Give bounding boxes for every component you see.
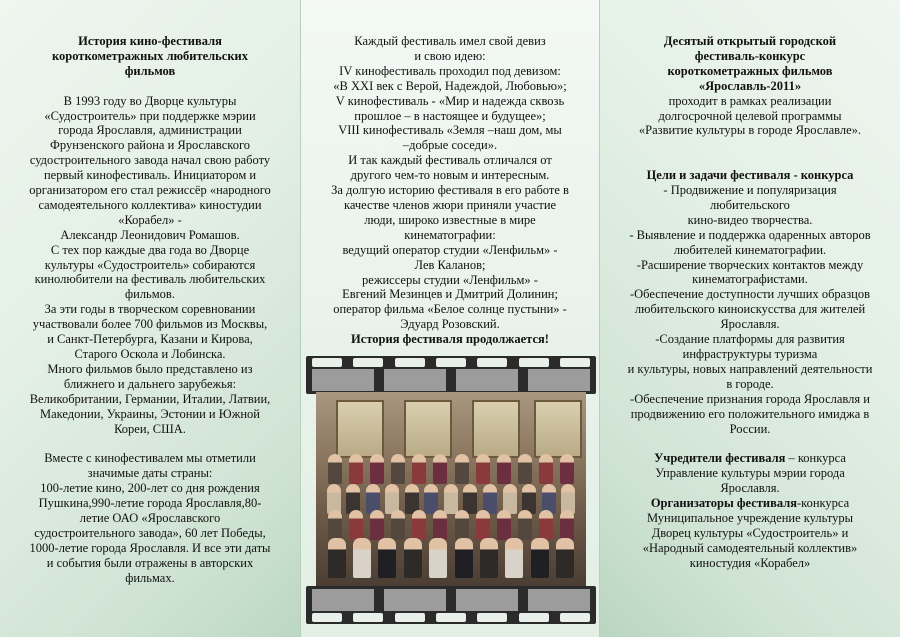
text-line: инфраструктуры туризма xyxy=(682,347,818,361)
text-line: кино-видео творчества. xyxy=(687,212,813,227)
text-line: оператор фильма «Белое солнце пустыни» - xyxy=(333,302,567,317)
text-line: фильмах. xyxy=(125,570,175,585)
person-figure xyxy=(560,510,574,540)
person-figure xyxy=(497,510,511,540)
film-strip-top xyxy=(306,356,596,394)
person-figure xyxy=(328,538,346,578)
text-line: судостроительного завода», 60 лет Победы, xyxy=(34,525,266,540)
text-line: самодеятельного коллектива» киностудии xyxy=(38,197,262,212)
text-line: –добрые соседи». xyxy=(402,138,498,153)
text-line: 1000-летие города Ярославля. И все эти даты xyxy=(29,540,271,555)
mottos-text xyxy=(323,34,577,332)
text-line: Муниципальное учреждение культуры xyxy=(646,510,854,525)
text-line: Кореи, США. xyxy=(114,421,186,436)
person-figure xyxy=(433,510,447,540)
text-line: Македонии, Украины, Эстонии и Южной xyxy=(39,406,260,421)
text-line: IV кинофестиваль проходил под девизом: xyxy=(339,63,561,78)
text-line: качестве членов жюри приняли участие xyxy=(343,197,557,212)
text-line: За долгую историю фестиваля в его работе в xyxy=(331,183,569,198)
text-line: VIII кинофестиваль «Земля –наш дом, мы xyxy=(338,123,562,138)
text-line: V кинофестиваль - «Мир и надежда сквозь xyxy=(335,93,565,108)
text-line: Эдуард Розовский. xyxy=(400,317,500,332)
text-line: долгосрочной целевой программы xyxy=(658,108,842,123)
text-line: кинематографистами. xyxy=(692,272,808,287)
person-figure xyxy=(556,538,574,578)
text-line: -Обеспечение доступности лучших образцов xyxy=(629,287,871,302)
person-figure xyxy=(433,454,447,484)
text-line: любительского xyxy=(710,197,790,212)
person-figure xyxy=(531,538,549,578)
person-figure xyxy=(412,510,426,540)
person-figure xyxy=(328,454,342,484)
text-line: и события были отражены в авторских xyxy=(46,555,254,570)
text-line: и культуры, новых направлений деятельности xyxy=(627,361,873,376)
text-line: и свою идею: xyxy=(414,48,486,63)
history-title: История кино-фестиваля короткометражных любительских фильмов xyxy=(51,34,248,78)
festival-intro xyxy=(622,94,878,139)
text-line: Ярославля. xyxy=(720,481,780,496)
panel-festival-2011 xyxy=(600,0,900,637)
goals-heading: Цели и задачи фестиваля - конкурса xyxy=(646,168,854,183)
text-line: -Обеспечение признания города Ярославля и xyxy=(630,391,870,406)
goals-list xyxy=(622,183,878,436)
history-text xyxy=(22,94,278,437)
text-line: любителей кинематографии. xyxy=(673,242,827,257)
person-figure xyxy=(328,510,342,540)
text-line: организатором его стал режиссёр «народного xyxy=(29,183,271,198)
text-line: в городе. xyxy=(726,376,774,391)
text-line: Фрунзенского района и Ярославского xyxy=(49,138,251,153)
text-line: ведущий оператор студии «Ленфильм» - xyxy=(342,242,558,257)
person-figure xyxy=(505,538,523,578)
text-line: Евгений Мезинцев и Дмитрий Долинин; xyxy=(342,287,558,302)
history-dates-text xyxy=(22,451,278,585)
person-figure xyxy=(412,454,426,484)
text-line: киностудия «Корабел» xyxy=(689,555,811,570)
text-line: - Продвижение и популяризация xyxy=(663,183,837,198)
text-line: В 1993 году во Дворце культуры xyxy=(63,93,237,108)
founders-heading: Учредители фестиваля – конкурса xyxy=(654,451,846,466)
person-figure xyxy=(539,454,553,484)
person-figure xyxy=(480,538,498,578)
group-photo xyxy=(316,392,586,588)
text-line: Много фильмов было представлено из xyxy=(47,361,253,376)
person-figure xyxy=(518,454,532,484)
text-line: России. xyxy=(729,421,771,436)
text-line: люди, широко известные в мире xyxy=(364,212,536,227)
text-line: -Создание платформы для развития xyxy=(655,332,845,347)
festival-title: Десятый открытый городской фестиваль-конкурс короткометражных фильмов «Ярославль-2011» xyxy=(663,34,837,93)
panel-history xyxy=(0,0,300,637)
text-line: города Ярославля, администрации xyxy=(58,123,242,138)
person-figure xyxy=(455,510,469,540)
text-line: 100-летие кино, 200-лет со дня рождения xyxy=(40,481,260,496)
text-line: Лев Каланов; xyxy=(414,257,486,272)
text-line: участвовали более 700 фильмов из Москвы, xyxy=(32,317,268,332)
person-figure xyxy=(497,454,511,484)
person-figure xyxy=(370,454,384,484)
person-figure xyxy=(455,454,469,484)
text-line: прошлое – в настоящее и будущее»; xyxy=(354,108,546,123)
text-line: За эти годы в творческом соревновании xyxy=(44,302,256,317)
text-line: Дворец культуры «Судостроитель» и xyxy=(651,525,849,540)
text-line: ближнего и дальнего зарубежья: xyxy=(63,376,237,391)
organizers-text xyxy=(622,511,878,571)
organizers-heading: Организаторы фестиваля-конкурса xyxy=(650,496,850,511)
person-figure xyxy=(370,510,384,540)
text-line: летие ОАО «Ярославского xyxy=(79,510,221,525)
text-line: «Развитие культуры в городе Ярославле». xyxy=(638,123,862,138)
text-line: первый кинофестиваль. Инициатором и xyxy=(43,168,257,183)
text-line: любительского киноискусства для жителей xyxy=(634,302,866,317)
film-strip-bottom xyxy=(306,586,596,624)
text-line: Каждый фестиваль имел свой девиз xyxy=(354,34,546,48)
person-figure xyxy=(391,454,405,484)
text-line: и Санкт-Петербурга, Казани и Кирова, xyxy=(47,332,253,347)
text-line: И так каждый фестиваль отличался от xyxy=(348,153,552,168)
person-figure xyxy=(349,454,363,484)
person-figure xyxy=(391,510,405,540)
founders-text xyxy=(622,466,878,496)
person-figure xyxy=(539,510,553,540)
person-figure xyxy=(429,538,447,578)
text-line: продвижению его положительного имиджа в xyxy=(630,406,870,421)
text-line: «Корабел» - xyxy=(118,212,182,227)
person-figure xyxy=(349,510,363,540)
text-line: Пушкина,990-летие города Ярославля,80- xyxy=(38,496,262,511)
text-line: Управление культуры мэрии города xyxy=(655,466,845,481)
text-line: кинолюбители на фестиваль любительских xyxy=(34,272,266,287)
person-figure xyxy=(518,510,532,540)
text-line: «В XXI век с Верой, Надеждой, Любовью»; xyxy=(333,78,567,93)
text-line: С тех пор каждые два года во Дворце xyxy=(50,242,250,257)
text-line: режиссеры студии «Ленфильм» - xyxy=(362,272,538,287)
text-line: «Судостроитель» при поддержке мэрии xyxy=(44,108,256,123)
text-line: - Выявление и поддержка одаренных авторов xyxy=(629,227,871,242)
person-figure xyxy=(378,538,396,578)
text-line: другого чем-то новым и интересным. xyxy=(350,168,550,183)
text-line: культуры «Судостроитель» собираются xyxy=(44,257,256,272)
person-figure xyxy=(455,538,473,578)
text-line: Великобритании, Германии, Италии, Латвии, xyxy=(29,391,271,406)
text-line: проходит в рамках реализации xyxy=(668,93,832,108)
text-line: «Народный самодеятельный коллектив» xyxy=(642,540,858,555)
person-figure xyxy=(476,454,490,484)
text-line: значимые даты страны: xyxy=(87,466,213,481)
text-line: судостроительного завода начал свою работу xyxy=(29,153,271,168)
text-line: Вместе с кинофестивалем мы отметили xyxy=(44,451,256,466)
person-figure xyxy=(353,538,371,578)
person-figure xyxy=(404,538,422,578)
text-line: фильмов. xyxy=(125,287,175,302)
person-figure xyxy=(560,454,574,484)
text-line: -Расширение творческих контактов между xyxy=(636,257,864,272)
text-line: Александр Леонидович Ромашов. xyxy=(60,227,240,242)
text-line: кинематографии: xyxy=(404,227,496,242)
person-figure xyxy=(476,510,490,540)
text-line: Ярославля. xyxy=(720,317,780,332)
text-line: Старого Оскола и Лобинска. xyxy=(74,347,226,362)
film-strip-photo xyxy=(306,356,596,624)
closing-statement: История фестиваля продолжается! xyxy=(351,332,549,347)
